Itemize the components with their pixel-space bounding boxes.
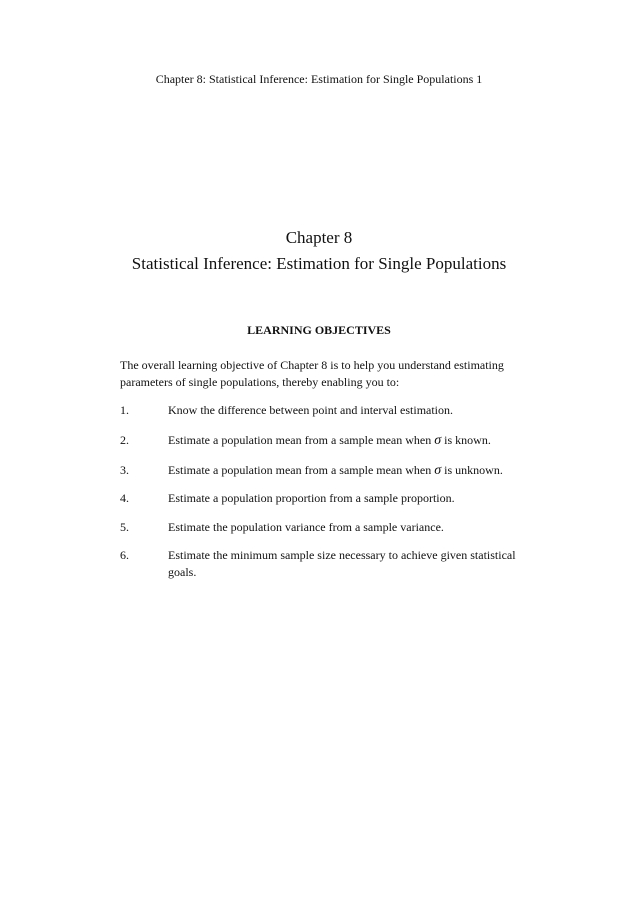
objective-text-before: Estimate a population mean from a sample mean when (168, 463, 435, 477)
objective-text: Estimate the population variance from a sample variance. (168, 520, 444, 534)
learning-objectives-heading: LEARNING OBJECTIVES (247, 323, 391, 337)
objective-number: 4. (120, 491, 129, 505)
objective-text: Estimate the minimum sample size necessary to achieve given statistical goals. (168, 548, 516, 579)
objective-text (168, 462, 543, 479)
objective-number: 3. (120, 463, 129, 477)
sigma-symbol: σ (434, 433, 442, 448)
objective-text: Estimate a population proportion from a sample proportion. (168, 491, 455, 505)
objective-number: 1. (120, 403, 129, 417)
chapter-title: Statistical Inference: Estimation for Single Populations (131, 254, 507, 273)
objective-text-after: is unknown. (441, 463, 503, 477)
objective-text (168, 432, 543, 449)
objective-number: 5. (120, 520, 129, 534)
chapter-number: Chapter 8 (285, 228, 353, 247)
objective-number: 2. (120, 433, 129, 447)
objective-number: 6. (120, 548, 129, 562)
objective-text-after: is known. (441, 433, 491, 447)
running-header: Chapter 8: Statistical Inference: Estimation for Single Populations 1 (155, 72, 483, 86)
learning-objectives-intro: The overall learning objective of Chapter 8 is to help you understand estimating parameters of single populations, thereby enabling you to: (120, 358, 504, 389)
objective-text: Know the difference between point and interval estimation. (168, 403, 454, 417)
objective-text-before: Estimate a population mean from a sample mean when (168, 433, 435, 447)
sigma-symbol: σ (434, 463, 442, 478)
